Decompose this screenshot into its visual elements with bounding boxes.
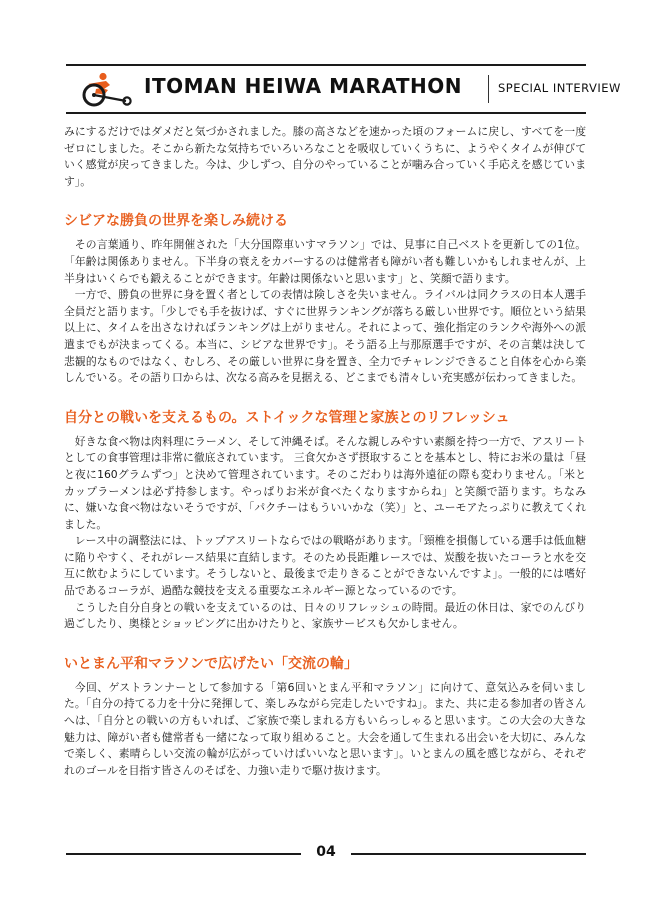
footer-rule-left [66, 853, 301, 855]
section-paragraph: レース中の調整法には、トップアスリートならではの戦略があります。「頸椎を損傷している選手は低血糖に陥りやすく、それがレース結果に直結します。そのため長距離レースでは、炭酸を抜いたコーラと水を交互に飲むようにしています。そうしないと、最後まで走りきることができないんですよ」。一般的には嗜好品であるコーラが、過酷な競技を支える重要なエネルギー源となっているのです。 [64, 534, 586, 598]
section-heading: 自分との戦いを支えるもの。ストイックな管理と家族とのリフレッシュ [64, 409, 510, 426]
header-divider [488, 75, 489, 103]
footer-rule-right [351, 853, 586, 855]
article-body [64, 124, 586, 779]
header-bottom-rule [66, 112, 586, 114]
section-heading: いとまん平和マラソンで広げたい「交流の輪」 [64, 655, 358, 672]
section-paragraph: こうした自分自身との戦いを支えているのは、日々のリフレッシュの時間。最近の休日は、家でのんびり過ごしたり、奥様とショッピングに出かけたりと、家族サービスも欠かしません。 [64, 600, 586, 631]
wheelchair-racer-icon [74, 70, 136, 108]
section-paragraph: 一方で、勝負の世界に身を置く者としての表情は険しさを失いません。ライバルは同クラスの日本人選手全員だと語ります。「少しでも手を抜けば、すぐに世界ランキングが落ちる厳しい世界です。順位という結果以上に、タイムを出さなければランキングは上がりません。それによって、強化指定のランクや海外への派遣までもが決まってくる。本当に、シビアな世界です」。そう語る上与那原選手ですが、その言葉は決して悲観的なものではなく、むしろ、その厳しい世界に身を置き、全力でチャレンジできること自体を心から楽しんでいる。その語り口からは、次なる高みを見据える、どこまでも清々しい充実感が伝わってきました。 [64, 288, 586, 385]
section-heading: シビアな勝負の世界を楽しみ続ける [64, 213, 288, 230]
section-label: SPECIAL INTERVIEW [498, 81, 621, 95]
page-header [66, 64, 621, 114]
brand-title: ITOMAN HEIWA MARATHON [144, 74, 462, 98]
section-paragraph: 好きな食べ物は肉料理にラーメン、そして沖縄そば。そんな親しみやすい素顔を持つ一方で、アスリートとしての食事管理は非常に徹底されています。 三食欠かさず摂取することを基本とし、特にお米の量は「昼と夜に160グラムずつ」と決めて管理されています。そのこだわりは海外遠征の際も変わりません。「米とカップラーメンは必ず持参します。やっぱりお米が食べたくなりますからね」と笑顔で語ります。ちなみに、嫌いな食べ物はないそうですが、「パクチーはもういいかな（笑）」と、ユーモアたっぷりに教えてくれました。 [64, 434, 586, 531]
section-paragraph: 今回、ゲストランナーとして参加する「第6回いとまん平和マラソン」に向けて、意気込みを伺いました。「自分の持てる力を十分に発揮して、楽しみながら完走したいですね」。また、共に走る参加者の皆さんへは、「自分との戦いの方もいれば、ご家族で楽しまれる方もいらっしゃると思います。この大会の大きな魅力は、障がい者も健常者も一緒になって取り組めること。大会を通して生まれる出会いを大切に、みんなで楽しく、素晴らしい交流の輪が広がっていけばいいなと思います」。いとまんの風を感じながら、それぞれのゴールを目指す皆さんのそばを、力強い走りで駆け抜けます。 [64, 680, 586, 777]
page-number: 04 [316, 844, 336, 860]
intro-paragraph: みにするだけではダメだと気づかされました。膝の高さなどを速かった頃のフォームに戻し、すべてを一度ゼロにしました。そこから新たな気持ちでいろいろなことを吸収していくうちに、ようやくタイムが伸びていく感覚が戻ってきました。今は、少しずつ、自分のやっていることが噛み合っていく手応えを感じています」。 [64, 125, 586, 188]
header-top-rule [66, 64, 586, 66]
page-footer [66, 843, 586, 863]
section-paragraph: その言葉通り、昨年開催された「大分国際車いすマラソン」では、見事に自己ベストを更新しての1位。「年齢は関係ありません。下半身の衰えをカバーするのは健常者も障がい者も難しいかもしれませんが、上半身はいくらでも鍛えることができます。年齢は関係ないと思います」と、笑顔で語ります。 [64, 238, 586, 285]
